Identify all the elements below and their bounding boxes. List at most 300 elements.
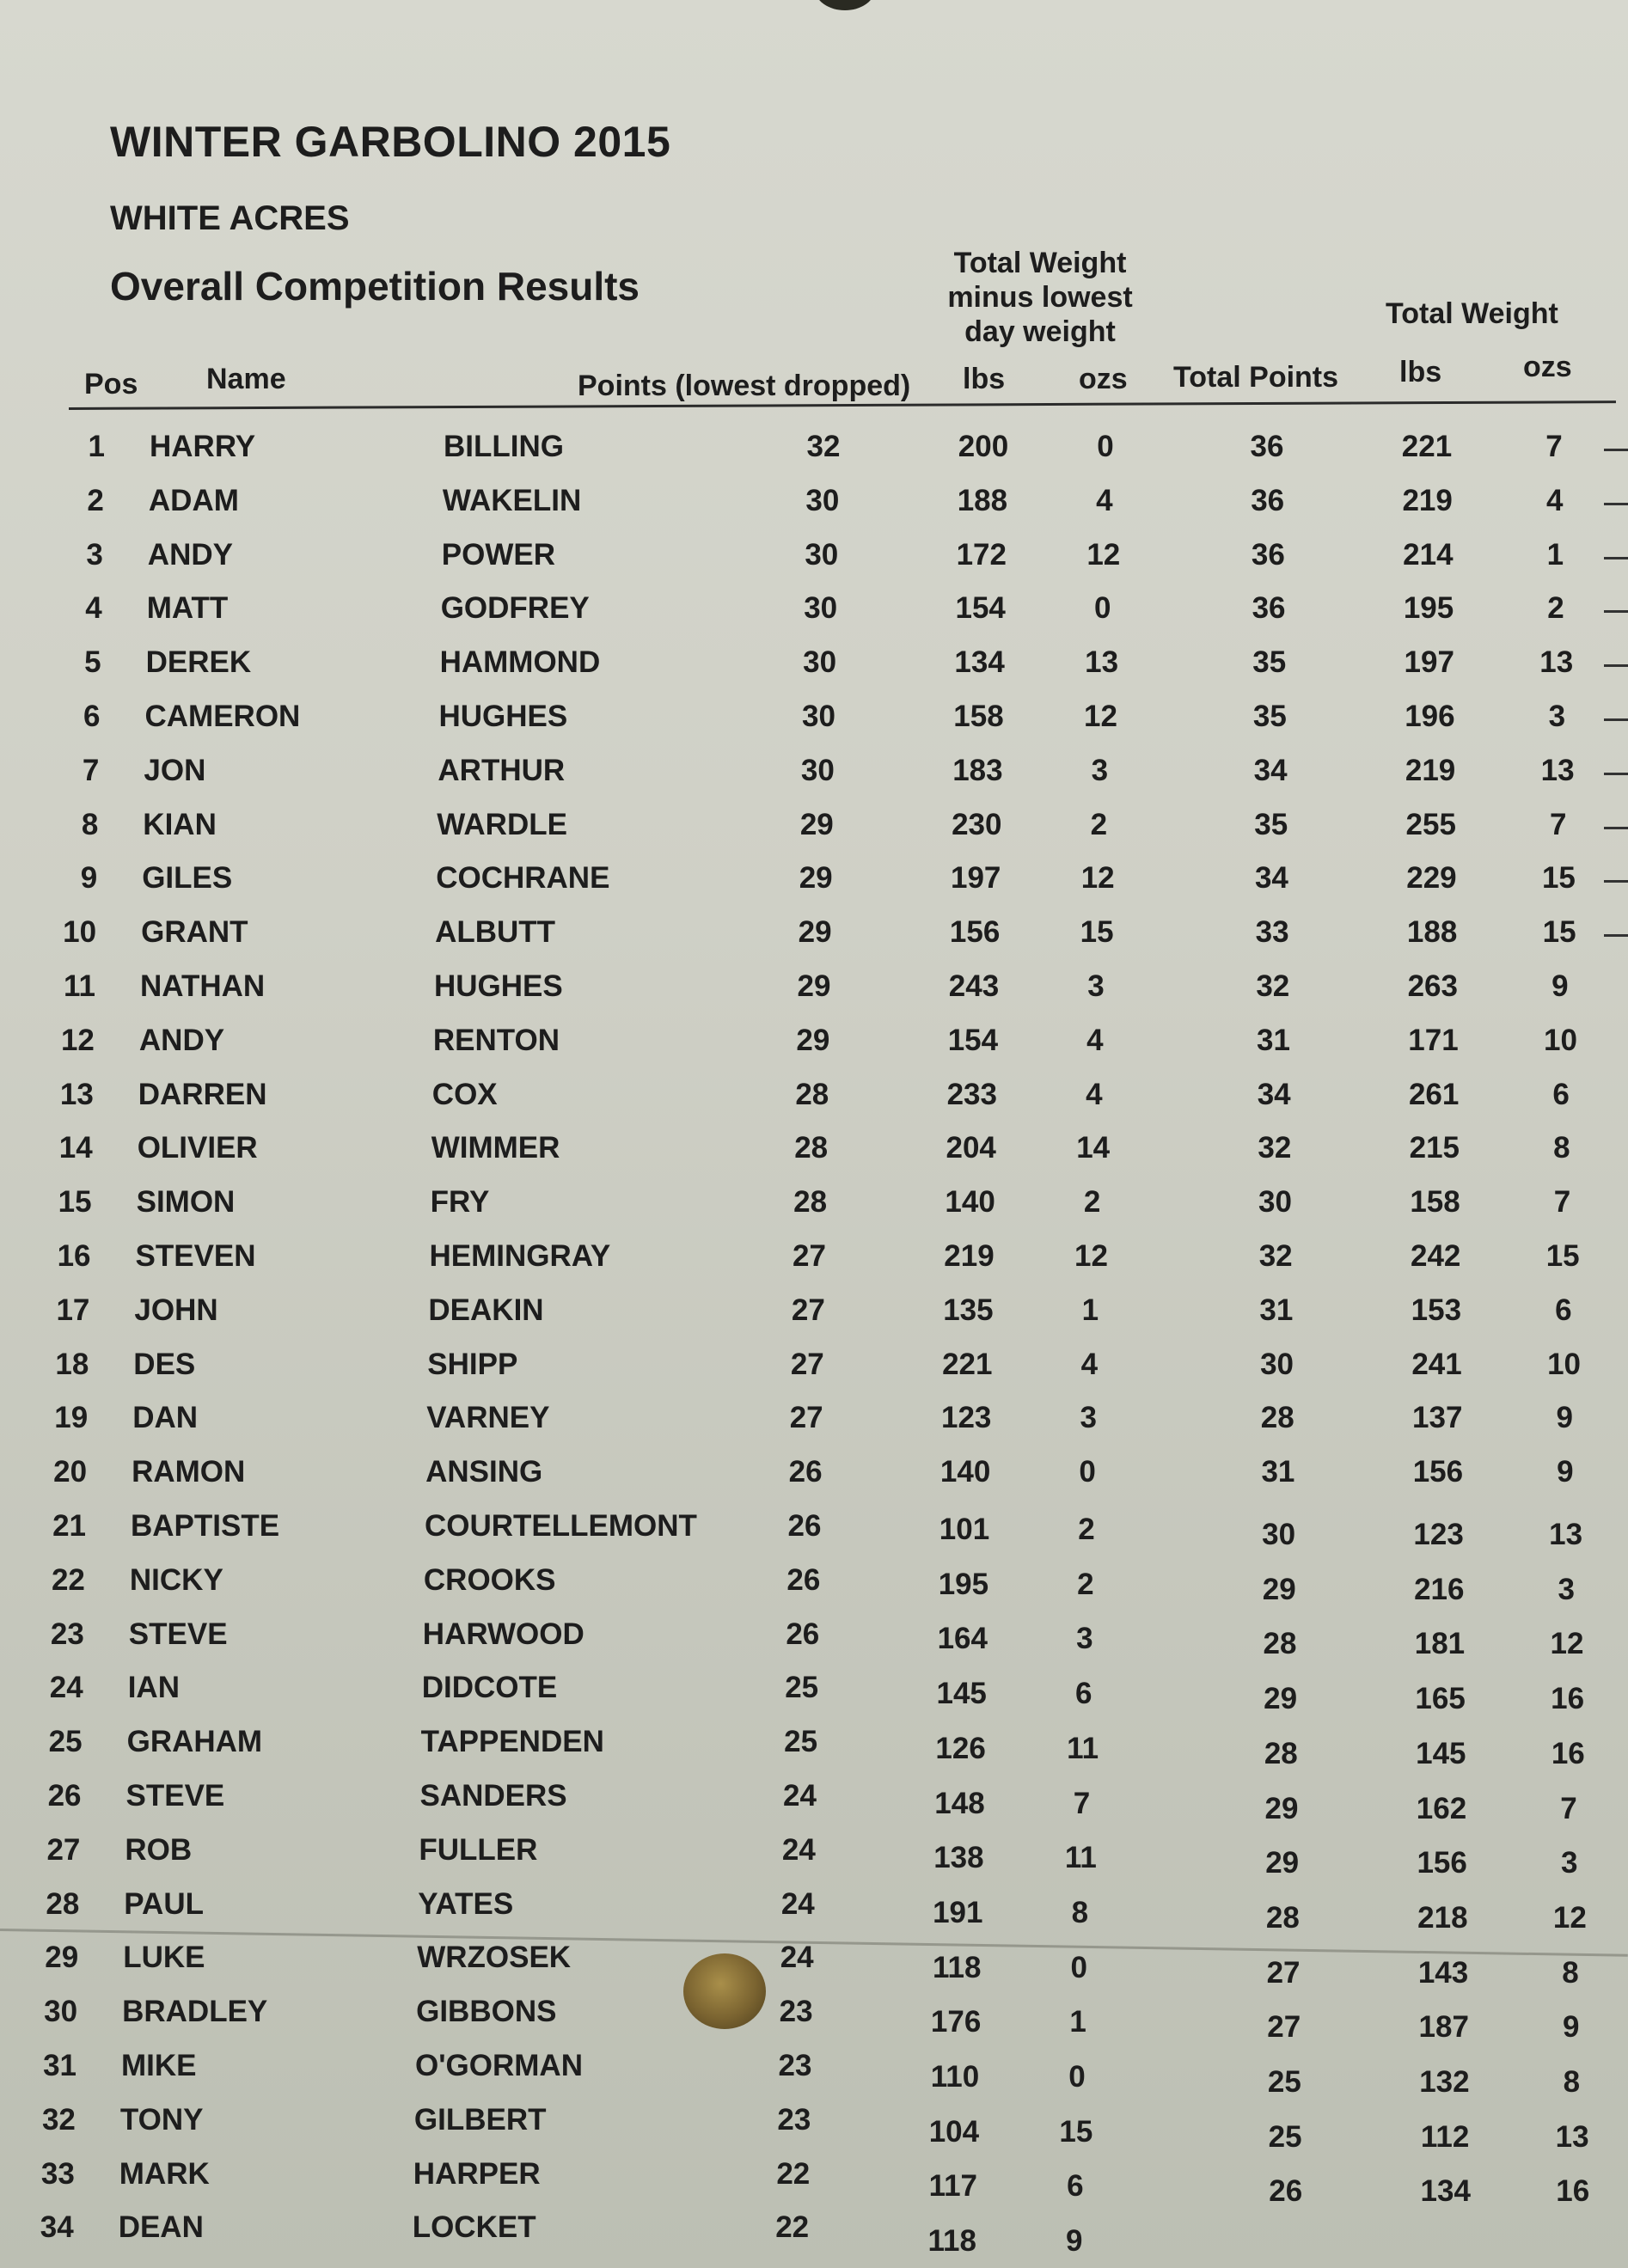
- cell-minus-ozs: 1: [1081, 1293, 1099, 1327]
- cell-last-name: DEAKIN: [428, 1293, 544, 1327]
- table-row: [0, 808, 1628, 849]
- table-row: [0, 538, 1628, 579]
- cell-minus-ozs: 2: [1083, 1185, 1101, 1220]
- cell-minus-lbs: 134: [954, 645, 1005, 680]
- cell-points: 26: [787, 1509, 822, 1543]
- cell-total-ozs: 15: [1545, 1239, 1580, 1273]
- cell-last-name: HEMINGRAY: [429, 1239, 611, 1273]
- cell-pos: 32: [41, 2102, 76, 2137]
- cell-total-ozs: 16: [1556, 2174, 1590, 2209]
- header-name: Name: [206, 363, 286, 395]
- cell-pos: 8: [81, 807, 99, 841]
- table-row: [0, 1348, 1628, 1389]
- cell-minus-ozs: 11: [1064, 1841, 1097, 1875]
- cell-total-ozs: 9: [1551, 969, 1569, 1003]
- cell-total-points: 27: [1267, 2010, 1301, 2045]
- cell-total-points: 30: [1258, 1185, 1292, 1220]
- cell-minus-ozs: 4: [1080, 1347, 1099, 1381]
- cell-total-lbs: 123: [1413, 1518, 1464, 1551]
- cell-minus-lbs: 138: [933, 1841, 984, 1875]
- table-row: [0, 484, 1628, 525]
- cell-total-points: 28: [1263, 1627, 1297, 1661]
- cell-minus-lbs: 158: [953, 700, 1004, 733]
- cell-first-name: DEAN: [118, 2210, 204, 2245]
- cell-total-points: 32: [1258, 1131, 1292, 1165]
- cell-total-points: 31: [1257, 1023, 1290, 1057]
- cell-first-name: BRADLEY: [122, 1995, 268, 2029]
- cell-minus-ozs: 0: [1079, 1455, 1096, 1489]
- cell-first-name: MARK: [119, 2156, 210, 2191]
- cell-points: 23: [779, 1995, 813, 2029]
- cell-first-name: DES: [133, 1347, 196, 1381]
- header-points-lowest-dropped: Points (lowest dropped): [578, 370, 911, 402]
- venue-name: WHITE ACRES: [110, 199, 350, 237]
- cell-minus-ozs: 4: [1086, 1023, 1104, 1057]
- table-row: [0, 1725, 1628, 1770]
- cell-total-points: 35: [1252, 645, 1287, 680]
- cell-total-lbs: 188: [1406, 915, 1458, 950]
- cell-total-points: 26: [1269, 2174, 1303, 2209]
- cell-minus-ozs: 3: [1091, 753, 1109, 787]
- cell-last-name: RENTON: [432, 1023, 560, 1057]
- table-row: [0, 430, 1628, 471]
- table-row: [0, 2156, 1628, 2209]
- cell-pos: 20: [53, 1455, 88, 1489]
- cell-minus-lbs: 164: [937, 1622, 988, 1656]
- cell-minus-ozs: 13: [1085, 645, 1119, 680]
- cell-last-name: ANSING: [425, 1455, 543, 1489]
- cell-total-points: 28: [1264, 1736, 1298, 1770]
- cell-total-lbs: 241: [1411, 1347, 1462, 1381]
- cell-last-name: O'GORMAN: [415, 2049, 583, 2082]
- cell-first-name: MIKE: [121, 2049, 197, 2082]
- cell-pos: 29: [45, 1941, 79, 1975]
- cell-last-name: POWER: [441, 537, 556, 572]
- cell-total-lbs: 242: [1410, 1239, 1461, 1273]
- cell-points: 30: [802, 700, 835, 733]
- cell-points: 28: [795, 1077, 829, 1111]
- cell-total-ozs: 7: [1560, 1791, 1577, 1825]
- cell-points: 30: [805, 483, 840, 517]
- cell-points: 30: [805, 537, 839, 572]
- cell-minus-lbs: 101: [939, 1513, 990, 1546]
- cell-total-ozs: 1: [1546, 537, 1564, 572]
- cell-minus-ozs: 2: [1078, 1513, 1095, 1546]
- cell-pos: 3: [86, 537, 103, 572]
- cell-total-ozs: 7: [1545, 430, 1563, 463]
- cell-minus-lbs: 104: [928, 2114, 980, 2149]
- margin-tick-mark: [1604, 773, 1628, 775]
- cell-minus-lbs: 221: [942, 1347, 993, 1381]
- cell-total-ozs: 2: [1547, 591, 1564, 626]
- cell-first-name: NICKY: [129, 1562, 223, 1597]
- cell-total-ozs: 8: [1562, 1955, 1579, 1990]
- cell-pos: 10: [63, 915, 97, 950]
- cell-total-lbs: 261: [1408, 1077, 1460, 1111]
- cell-total-lbs: 219: [1402, 483, 1453, 517]
- cell-last-name: GODFREY: [440, 591, 590, 626]
- cell-points: 24: [780, 1941, 814, 1975]
- cell-points: 27: [790, 1347, 824, 1381]
- cell-pos: 33: [40, 2156, 75, 2191]
- cell-total-ozs: 9: [1557, 1455, 1574, 1489]
- header-total-ozs: ozs: [1523, 351, 1572, 383]
- header-total-points: Total Points: [1173, 361, 1339, 394]
- cell-minus-ozs: 15: [1080, 915, 1114, 950]
- cell-last-name: HARPER: [413, 2156, 541, 2191]
- margin-tick-mark: [1604, 718, 1628, 721]
- cell-minus-lbs: 204: [946, 1131, 996, 1165]
- cell-total-lbs: 214: [1403, 537, 1454, 572]
- cell-minus-ozs: 3: [1080, 1401, 1097, 1435]
- cell-first-name: JON: [144, 753, 206, 787]
- cell-minus-ozs: 6: [1067, 2169, 1084, 2204]
- cell-points: 22: [776, 2156, 811, 2191]
- margin-tick-mark: [1604, 880, 1628, 883]
- header-total-weight: Total Weight: [1386, 297, 1558, 330]
- cell-last-name: COCHRANE: [436, 861, 610, 896]
- table-row: [0, 1563, 1628, 1605]
- cell-last-name: WARDLE: [437, 807, 567, 841]
- table-row: [0, 1941, 1628, 1990]
- cell-total-ozs: 10: [1547, 1347, 1582, 1381]
- cell-pos: 28: [46, 1886, 80, 1921]
- cell-first-name: STEVE: [125, 1779, 225, 1813]
- cell-total-points: 32: [1256, 969, 1290, 1003]
- table-row: [0, 1617, 1628, 1659]
- cell-last-name: HAMMOND: [439, 645, 601, 680]
- cell-minus-lbs: 148: [934, 1786, 985, 1820]
- cell-last-name: DIDCOTE: [421, 1671, 558, 1705]
- cell-last-name: GILBERT: [413, 2102, 547, 2137]
- cell-total-ozs: 9: [1562, 2010, 1580, 2045]
- table-row: [0, 1185, 1628, 1226]
- cell-points: 23: [777, 2102, 811, 2137]
- cell-pos: 12: [60, 1023, 95, 1057]
- cell-points: 22: [775, 2210, 810, 2245]
- cell-minus-lbs: 200: [958, 430, 1009, 463]
- cell-minus-ozs: 12: [1080, 861, 1115, 896]
- cell-first-name: ANDY: [138, 1023, 225, 1057]
- cell-first-name: IAN: [127, 1671, 180, 1705]
- cell-minus-lbs: 191: [933, 1895, 983, 1929]
- cell-total-points: 32: [1258, 1239, 1293, 1273]
- cell-total-ozs: 7: [1553, 1185, 1571, 1220]
- header-minus-ozs: ozs: [1079, 363, 1128, 395]
- cell-points: 29: [797, 969, 831, 1003]
- cell-first-name: SIMON: [136, 1185, 236, 1220]
- cell-total-ozs: 3: [1560, 1846, 1578, 1880]
- cell-total-points: 36: [1251, 483, 1285, 517]
- cell-first-name: HARRY: [150, 430, 256, 463]
- cell-pos: 30: [44, 1995, 78, 2029]
- table-row: [0, 2102, 1628, 2154]
- cell-total-lbs: 196: [1405, 700, 1455, 733]
- cell-first-name: GILES: [142, 861, 233, 896]
- cell-points: 30: [800, 753, 835, 787]
- cell-total-lbs: 162: [1416, 1791, 1467, 1825]
- table-row: [0, 591, 1628, 633]
- cell-total-points: 28: [1265, 1900, 1300, 1935]
- table-row: [0, 1078, 1628, 1119]
- cell-pos: 16: [57, 1239, 91, 1273]
- table-row: [0, 2049, 1628, 2099]
- cell-minus-ozs: 0: [1097, 430, 1114, 463]
- cell-minus-lbs: 118: [932, 1950, 982, 1984]
- cell-last-name: CROOKS: [423, 1562, 556, 1597]
- cell-last-name: HUGHES: [434, 969, 563, 1003]
- header-total-lbs: lbs: [1399, 356, 1442, 388]
- cell-points: 27: [793, 1239, 826, 1273]
- cell-total-ozs: 13: [1540, 753, 1575, 787]
- cell-total-ozs: 4: [1545, 483, 1564, 517]
- cell-total-lbs: 219: [1405, 753, 1456, 787]
- cell-pos: 18: [55, 1347, 89, 1381]
- cell-total-ozs: 10: [1544, 1023, 1577, 1057]
- cell-total-ozs: 13: [1539, 645, 1574, 680]
- cell-total-lbs: 215: [1409, 1131, 1460, 1165]
- cell-total-points: 35: [1254, 807, 1288, 841]
- cell-points: 29: [799, 861, 833, 896]
- cell-last-name: SANDERS: [419, 1779, 567, 1813]
- cell-pos: 21: [52, 1509, 86, 1543]
- cell-pos: 27: [46, 1832, 81, 1867]
- table-row: [0, 861, 1628, 902]
- table-row: [0, 1293, 1628, 1335]
- cell-first-name: JOHN: [134, 1293, 218, 1327]
- cell-last-name: BILLING: [444, 430, 564, 463]
- cell-last-name: VARNEY: [426, 1401, 550, 1435]
- cell-first-name: TONY: [119, 2102, 204, 2137]
- cell-minus-ozs: 4: [1086, 1077, 1103, 1111]
- cell-points: 24: [783, 1779, 817, 1813]
- cell-first-name: RAMON: [132, 1455, 246, 1489]
- cell-minus-lbs: 172: [956, 537, 1007, 572]
- cell-first-name: GRANT: [141, 915, 248, 950]
- cell-total-ozs: 3: [1558, 1572, 1575, 1606]
- cell-total-points: 29: [1264, 1682, 1298, 1716]
- cell-total-lbs: 145: [1416, 1736, 1466, 1770]
- cell-minus-lbs: 243: [948, 969, 1000, 1003]
- table-row: [0, 700, 1628, 741]
- cell-first-name: ADAM: [148, 483, 239, 517]
- cell-pos: 14: [58, 1131, 93, 1165]
- cell-points: 26: [788, 1455, 823, 1489]
- cell-total-lbs: 197: [1404, 645, 1454, 680]
- cell-total-ozs: 16: [1551, 1736, 1585, 1770]
- cell-total-lbs: 187: [1418, 2010, 1469, 2045]
- cell-minus-ozs: 2: [1077, 1567, 1094, 1601]
- cell-last-name: HUGHES: [438, 700, 568, 733]
- cell-minus-lbs: 154: [955, 591, 1006, 626]
- cell-minus-ozs: 9: [1065, 2224, 1083, 2259]
- cell-minus-lbs: 183: [952, 753, 1003, 787]
- cell-points: 24: [781, 1832, 816, 1867]
- cell-total-ozs: 7: [1550, 807, 1567, 841]
- cell-pos: 9: [80, 861, 98, 896]
- cell-minus-lbs: 135: [943, 1293, 994, 1327]
- cell-minus-lbs: 233: [946, 1077, 997, 1111]
- cell-total-points: 29: [1264, 1791, 1299, 1825]
- cell-pos: 13: [59, 1077, 94, 1111]
- cell-total-ozs: 9: [1556, 1401, 1573, 1435]
- cell-pos: 11: [64, 969, 95, 1003]
- table-row: [0, 1886, 1628, 1935]
- cell-points: 30: [803, 645, 837, 680]
- cell-total-lbs: 195: [1403, 591, 1454, 626]
- cell-total-points: 36: [1252, 591, 1286, 626]
- cell-total-lbs: 181: [1414, 1627, 1466, 1661]
- cell-pos: 5: [84, 645, 101, 680]
- cell-points: 29: [798, 915, 832, 950]
- table-row: [0, 915, 1628, 957]
- cell-total-lbs: 132: [1419, 2065, 1470, 2099]
- cell-points: 28: [793, 1185, 828, 1220]
- cell-last-name: COX: [431, 1077, 498, 1111]
- margin-tick-mark: [1604, 610, 1628, 613]
- cell-minus-ozs: 0: [1068, 2060, 1086, 2094]
- cell-minus-ozs: 3: [1087, 969, 1105, 1003]
- table-row: [0, 1671, 1628, 1716]
- margin-tick-mark: [1604, 449, 1628, 451]
- cell-minus-lbs: 156: [949, 915, 1001, 950]
- cell-minus-lbs: 126: [935, 1731, 986, 1765]
- cell-total-points: 31: [1259, 1293, 1294, 1327]
- cell-total-points: 30: [1260, 1347, 1294, 1381]
- cell-minus-lbs: 195: [938, 1567, 989, 1601]
- cell-points: 24: [780, 1886, 815, 1921]
- cell-total-points: 36: [1251, 537, 1285, 572]
- cell-total-lbs: 156: [1417, 1846, 1467, 1880]
- cell-pos: 25: [48, 1725, 83, 1759]
- cell-last-name: WRZOSEK: [417, 1941, 572, 1975]
- cell-total-points: 25: [1268, 2119, 1302, 2154]
- cell-points: 26: [786, 1562, 821, 1597]
- cell-total-lbs: 153: [1411, 1293, 1462, 1327]
- cell-points: 32: [806, 430, 841, 463]
- cell-total-lbs: 218: [1417, 1900, 1468, 1935]
- cell-total-lbs: 216: [1414, 1572, 1465, 1606]
- cell-pos: 7: [82, 753, 100, 787]
- margin-tick-mark: [1604, 664, 1628, 667]
- cell-points: 23: [778, 2049, 812, 2082]
- cell-total-ozs: 16: [1551, 1682, 1585, 1716]
- cell-total-points: 36: [1250, 430, 1284, 463]
- cell-minus-ozs: 12: [1084, 700, 1117, 733]
- cell-minus-ozs: 12: [1074, 1239, 1108, 1273]
- table-row: [0, 1995, 1628, 2045]
- cell-total-lbs: 221: [1401, 430, 1453, 463]
- coin-paperweight: [683, 1953, 766, 2029]
- cell-total-points: 34: [1257, 1077, 1291, 1111]
- cell-pos: 1: [88, 430, 105, 463]
- cell-first-name: KIAN: [143, 807, 217, 841]
- cell-pos: 31: [43, 2049, 77, 2082]
- document-subtitle: Overall Competition Results: [110, 264, 640, 309]
- table-row: [0, 1401, 1628, 1442]
- cell-total-points: 31: [1261, 1455, 1295, 1489]
- cell-first-name: DAN: [132, 1401, 199, 1435]
- cell-last-name: WAKELIN: [442, 483, 582, 517]
- cell-points: 29: [799, 807, 834, 841]
- cell-total-points: 33: [1255, 915, 1289, 950]
- cell-last-name: ARTHUR: [438, 753, 566, 787]
- table-row: [0, 1024, 1628, 1065]
- cell-minus-lbs: 123: [940, 1401, 992, 1435]
- header-total-weight-minus-lowest: Total Weight minus lowest day weight: [947, 247, 1133, 348]
- cell-total-lbs: 134: [1420, 2174, 1471, 2209]
- cell-last-name: LOCKET: [412, 2210, 536, 2245]
- cell-minus-lbs: 176: [930, 2005, 982, 2039]
- margin-tick-mark: [1604, 557, 1628, 559]
- cell-minus-ozs: 11: [1067, 1731, 1099, 1765]
- cell-total-lbs: 229: [1406, 861, 1457, 896]
- cell-first-name: PAUL: [124, 1886, 204, 1921]
- table-row: [0, 1239, 1628, 1281]
- cell-first-name: DARREN: [138, 1077, 267, 1111]
- margin-tick-mark: [1604, 503, 1628, 505]
- cell-total-lbs: 171: [1408, 1023, 1459, 1057]
- cell-minus-lbs: 117: [928, 2169, 978, 2204]
- cell-total-lbs: 158: [1410, 1185, 1460, 1220]
- table-row: [0, 1509, 1628, 1550]
- cell-points: 27: [789, 1401, 823, 1435]
- cell-points: 28: [794, 1131, 829, 1165]
- cell-minus-lbs: 230: [952, 807, 1002, 841]
- cell-minus-lbs: 110: [930, 2060, 980, 2094]
- cell-pos: 6: [83, 700, 101, 733]
- cell-pos: 24: [49, 1671, 83, 1705]
- cell-total-points: 34: [1254, 861, 1288, 896]
- header-pos: Pos: [84, 368, 138, 400]
- cell-total-ozs: 8: [1553, 1131, 1570, 1165]
- cell-total-ozs: 12: [1550, 1627, 1584, 1661]
- cell-last-name: GIBBONS: [416, 1995, 557, 2029]
- cell-minus-ozs: 8: [1071, 1895, 1089, 1929]
- cell-first-name: ANDY: [147, 537, 233, 572]
- cell-total-ozs: 6: [1552, 1077, 1570, 1111]
- cell-pos: 17: [56, 1293, 90, 1327]
- cell-total-lbs: 156: [1412, 1455, 1464, 1489]
- cell-total-points: 28: [1260, 1401, 1294, 1435]
- margin-tick-mark: [1604, 827, 1628, 829]
- cell-total-ozs: 13: [1549, 1518, 1583, 1551]
- cell-total-ozs: 12: [1552, 1900, 1587, 1935]
- table-row: [0, 645, 1628, 687]
- header-minus-lbs: lbs: [963, 363, 1006, 395]
- cell-first-name: LUKE: [123, 1941, 205, 1975]
- cell-minus-ozs: 3: [1076, 1622, 1093, 1656]
- table-row: [0, 1779, 1628, 1825]
- cell-total-lbs: 263: [1407, 969, 1458, 1003]
- cell-minus-lbs: 118: [927, 2224, 976, 2259]
- cell-points: 29: [796, 1023, 830, 1057]
- cell-last-name: TAPPENDEN: [420, 1725, 604, 1759]
- margin-tick-mark: [1604, 934, 1628, 937]
- cell-first-name: OLIVIER: [137, 1131, 258, 1165]
- cell-last-name: WIMMER: [431, 1131, 560, 1165]
- cell-minus-ozs: 2: [1090, 807, 1108, 841]
- cell-minus-lbs: 154: [947, 1023, 999, 1057]
- cell-last-name: ALBUTT: [435, 915, 556, 950]
- cell-last-name: SHIPP: [427, 1347, 518, 1381]
- cell-minus-ozs: 7: [1073, 1786, 1091, 1820]
- cell-first-name: MATT: [146, 591, 229, 626]
- cell-total-points: 27: [1266, 1955, 1301, 1990]
- cell-total-ozs: 15: [1542, 915, 1576, 950]
- cell-first-name: STEVEN: [135, 1239, 256, 1273]
- cell-points: 25: [784, 1725, 818, 1759]
